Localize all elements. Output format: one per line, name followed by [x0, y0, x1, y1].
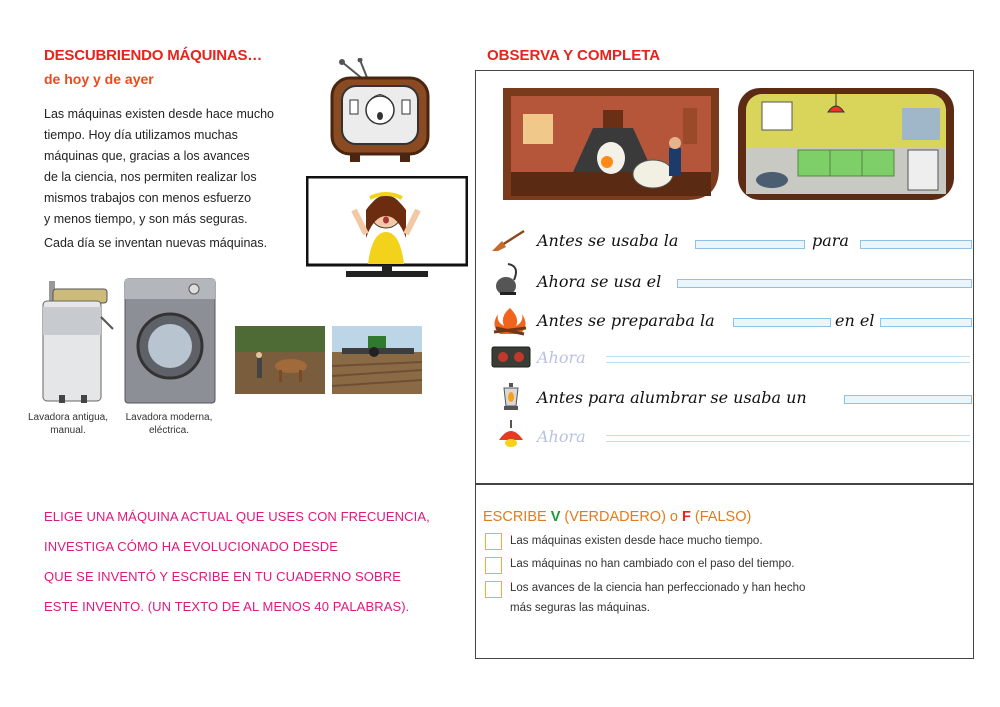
sentence-ahora-usa: Ahora se usa el	[537, 272, 662, 291]
caption-line: Lavadora moderna,	[125, 412, 213, 423]
old-tv-illustration	[328, 58, 432, 166]
tf-statement: Las máquinas no han cambiado con el paso del tiempo.	[510, 558, 795, 570]
caption-line: eléctrica.	[148, 425, 189, 436]
observe-title: OBSERVA Y COMPLETA	[487, 47, 661, 64]
intro-line: mismos trabajos con menos esfuerzo	[44, 191, 252, 205]
intro-line-last: Cada día se inventan nuevas máquinas.	[44, 236, 268, 250]
intro-line: máquinas que, gracias a los avances	[44, 149, 250, 163]
sentence-ahora-trace-2: Ahora	[537, 427, 586, 446]
tf-statement: Las máquinas existen desde hace mucho tiempo.	[510, 535, 763, 547]
blank-input[interactable]	[880, 318, 972, 327]
main-title: DESCUBRIENDO MÁQUINAS…	[44, 47, 263, 64]
tf-title-part: (VERDADERO) o	[560, 509, 683, 525]
research-task	[44, 502, 464, 622]
sentence-ahora-trace: Ahora	[537, 348, 586, 367]
intro-line: tiempo. Hoy día utilizamos muchas	[44, 128, 238, 142]
electric-stove-icon	[491, 346, 531, 368]
writing-line[interactable]	[606, 441, 970, 442]
blank-input[interactable]	[860, 240, 972, 249]
caption-modern-washer	[115, 411, 223, 437]
old-washer-image	[35, 277, 115, 405]
vacuum-cleaner-icon	[494, 262, 522, 296]
tf-statement-cont: más seguras las máquinas.	[510, 602, 650, 614]
intro-line: de la ciencia, nos permiten realizar los	[44, 170, 257, 184]
sentence-antes-preparaba: Antes se preparaba la	[537, 311, 715, 330]
plough-horse-photo	[235, 326, 325, 394]
tf-statement: Los avances de la ciencia han perfeccionado y han hecho	[510, 582, 806, 594]
tf-title-part: (FALSO)	[690, 509, 752, 525]
modern-washer-image	[124, 278, 216, 404]
tf-checkbox[interactable]	[485, 533, 502, 550]
blank-input[interactable]	[733, 318, 831, 327]
broom-icon	[490, 229, 526, 253]
caption-old-washer	[14, 411, 122, 437]
writing-line[interactable]	[606, 362, 970, 363]
caption-line: manual.	[50, 425, 86, 436]
old-kitchen-illustration	[503, 88, 719, 200]
modern-tv-illustration	[306, 176, 468, 282]
blank-input[interactable]	[677, 279, 972, 288]
subtitle: de hoy y de ayer	[44, 71, 154, 87]
tf-title-part: ESCRIBE	[483, 509, 551, 525]
blank-input[interactable]	[844, 395, 972, 404]
tractor-photo	[332, 326, 422, 394]
sentence-antes-usaba: Antes se usaba la	[537, 231, 679, 250]
task-line: INVESTIGA CÓMO HA EVOLUCIONADO DESDE	[44, 539, 338, 554]
intro-line: Las máquinas existen desde hace mucho	[44, 107, 275, 121]
writing-line[interactable]	[606, 356, 970, 357]
ceiling-lamp-icon	[495, 420, 527, 450]
oil-lamp-icon	[500, 382, 522, 412]
writing-line[interactable]	[606, 435, 970, 436]
task-line: QUE SE INVENTÓ Y ESCRIBE EN TU CUADERNO SOBRE	[44, 569, 402, 584]
intro-line: y menos tiempo, y son más seguras.	[44, 212, 248, 226]
fire-hearth-icon	[490, 306, 530, 336]
modern-kitchen-illustration	[738, 88, 954, 200]
tf-f-letter: F	[682, 509, 691, 525]
sentence-en-el: en el	[835, 311, 875, 330]
sentence-para: para	[812, 231, 849, 250]
intro-text	[44, 104, 314, 254]
task-line: ELIGE UNA MÁQUINA ACTUAL QUE USES CON FRECUENCIA,	[44, 509, 430, 524]
task-line: ESTE INVENTO. (UN TEXTO DE AL MENOS 40 PALABRAS).	[44, 599, 410, 614]
tf-title	[483, 509, 751, 525]
caption-line: Lavadora antigua,	[27, 412, 109, 423]
tf-checkbox[interactable]	[485, 581, 502, 598]
tf-checkbox[interactable]	[485, 557, 502, 574]
tf-v-letter: V	[550, 509, 561, 525]
sentence-alumbrar: Antes para alumbrar se usaba un	[537, 388, 807, 407]
blank-input[interactable]	[695, 240, 805, 249]
